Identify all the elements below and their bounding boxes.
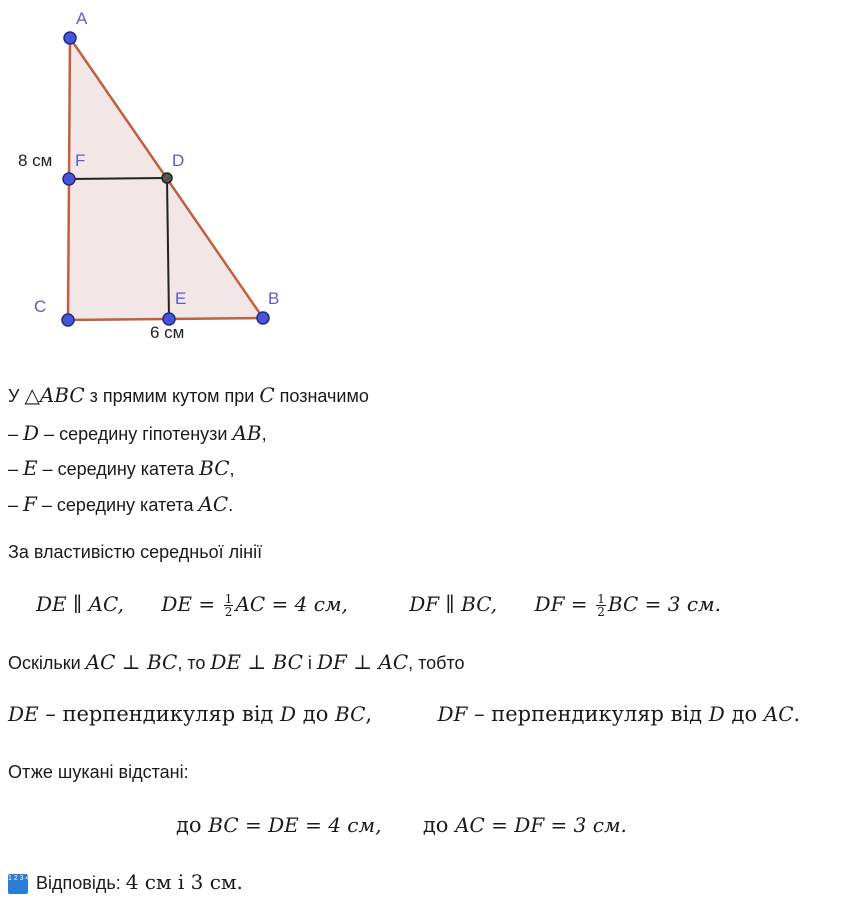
math-ac: AC bbox=[763, 702, 794, 726]
perp-text: – перпендикуляр від bbox=[467, 702, 709, 726]
answer-value: 4 см і 3 см. bbox=[125, 870, 243, 894]
point-c[interactable] bbox=[62, 314, 74, 326]
intro-line bbox=[8, 383, 369, 407]
math-ac-eq-4: AC = 4 см, bbox=[235, 592, 348, 616]
list-item bbox=[8, 492, 233, 516]
item-text: – середину катета bbox=[37, 459, 200, 479]
answer-label: Відповідь: bbox=[36, 873, 126, 893]
label-b: B bbox=[268, 289, 280, 308]
label-d: D bbox=[172, 151, 185, 170]
frac-num: 1 bbox=[597, 592, 605, 606]
point-a[interactable] bbox=[64, 32, 76, 44]
math-de-parallel-ac: DE ∥ AC, bbox=[36, 592, 124, 616]
frac-den: 2 bbox=[597, 605, 605, 619]
intro-text: У bbox=[8, 386, 25, 406]
frac-num: 1 bbox=[224, 592, 233, 606]
math-distance-bc: BC = DE = 4 см, bbox=[208, 813, 382, 837]
math-d: D bbox=[708, 702, 725, 726]
math-point: E bbox=[23, 456, 38, 480]
equation-midline bbox=[36, 592, 721, 618]
perp-text: до bbox=[296, 702, 336, 726]
punct: . bbox=[228, 495, 234, 515]
point-f[interactable] bbox=[63, 173, 75, 185]
therefore-text: Отже шукані відстані: bbox=[8, 762, 189, 782]
distances-equation bbox=[176, 813, 627, 837]
math-triangle: △ABC bbox=[24, 383, 85, 407]
math-df-eq: DF = bbox=[534, 592, 588, 616]
point-b[interactable] bbox=[257, 312, 269, 324]
dash: – bbox=[8, 424, 24, 444]
length-ac-label: 8 см bbox=[18, 151, 53, 170]
perp-text: – перпендикуляр від bbox=[38, 702, 281, 726]
since-line bbox=[8, 650, 465, 674]
fraction-half bbox=[596, 593, 606, 618]
dash: – bbox=[8, 459, 24, 479]
math-d: D bbox=[280, 702, 297, 726]
fraction-half bbox=[224, 593, 234, 618]
since-text: і bbox=[302, 653, 317, 673]
intro-text: позначимо bbox=[274, 386, 369, 406]
since-text: , тобто bbox=[408, 653, 465, 673]
math-de-eq: DE = bbox=[161, 592, 216, 616]
math-de: DE bbox=[8, 702, 39, 726]
math-segment: BC bbox=[199, 456, 230, 480]
property-text: За властивістю середньої лінії bbox=[8, 542, 263, 562]
since-text: , то bbox=[177, 653, 211, 673]
item-text: – середину катета bbox=[36, 495, 199, 515]
since-text: Оскільки bbox=[8, 653, 86, 673]
math-bc: BC bbox=[335, 702, 366, 726]
frac-den: 2 bbox=[224, 605, 233, 619]
math-df-perp-ac: DF ⊥ AC bbox=[316, 650, 409, 674]
math-point: F bbox=[23, 492, 37, 516]
label-f: F bbox=[75, 151, 86, 170]
punct: , bbox=[261, 424, 267, 444]
point-d[interactable] bbox=[162, 173, 172, 183]
numbers-icon: 1 2 3 4 bbox=[8, 874, 28, 894]
perp-text: до bbox=[724, 702, 764, 726]
math-c: C bbox=[259, 383, 275, 407]
math-distance-ac: AC = DF = 3 см. bbox=[455, 813, 627, 837]
math-bc-eq-3: BC = 3 см. bbox=[607, 592, 721, 616]
punct: , bbox=[365, 702, 373, 726]
dist-text: до bbox=[176, 813, 209, 837]
list-item bbox=[8, 456, 235, 480]
math-segment: AB bbox=[232, 421, 262, 445]
answer-line bbox=[8, 870, 243, 894]
triangle-figure bbox=[0, 0, 300, 350]
math-df-parallel-bc: DF ∥ BC, bbox=[409, 592, 498, 616]
dist-text: до bbox=[422, 813, 456, 837]
item-text: – середину гіпотенузи bbox=[39, 424, 233, 444]
intro-text: з прямим кутом при bbox=[84, 386, 260, 406]
math-point: D bbox=[23, 421, 40, 445]
math-ac-perp-bc: AC ⊥ BC bbox=[85, 650, 178, 674]
punct: . bbox=[793, 702, 801, 726]
math-segment: AC bbox=[198, 492, 229, 516]
label-c: C bbox=[34, 297, 47, 316]
length-bc-label: 6 см bbox=[150, 323, 185, 342]
math-df: DF bbox=[437, 702, 468, 726]
dash: – bbox=[8, 495, 24, 515]
label-a: A bbox=[76, 9, 88, 28]
label-e: E bbox=[175, 289, 187, 308]
list-item bbox=[8, 421, 267, 445]
segment-fd bbox=[69, 178, 167, 179]
math-de-perp-bc: DE ⊥ BC bbox=[210, 650, 303, 674]
perpendicular-line bbox=[8, 702, 800, 726]
punct: , bbox=[229, 459, 235, 479]
